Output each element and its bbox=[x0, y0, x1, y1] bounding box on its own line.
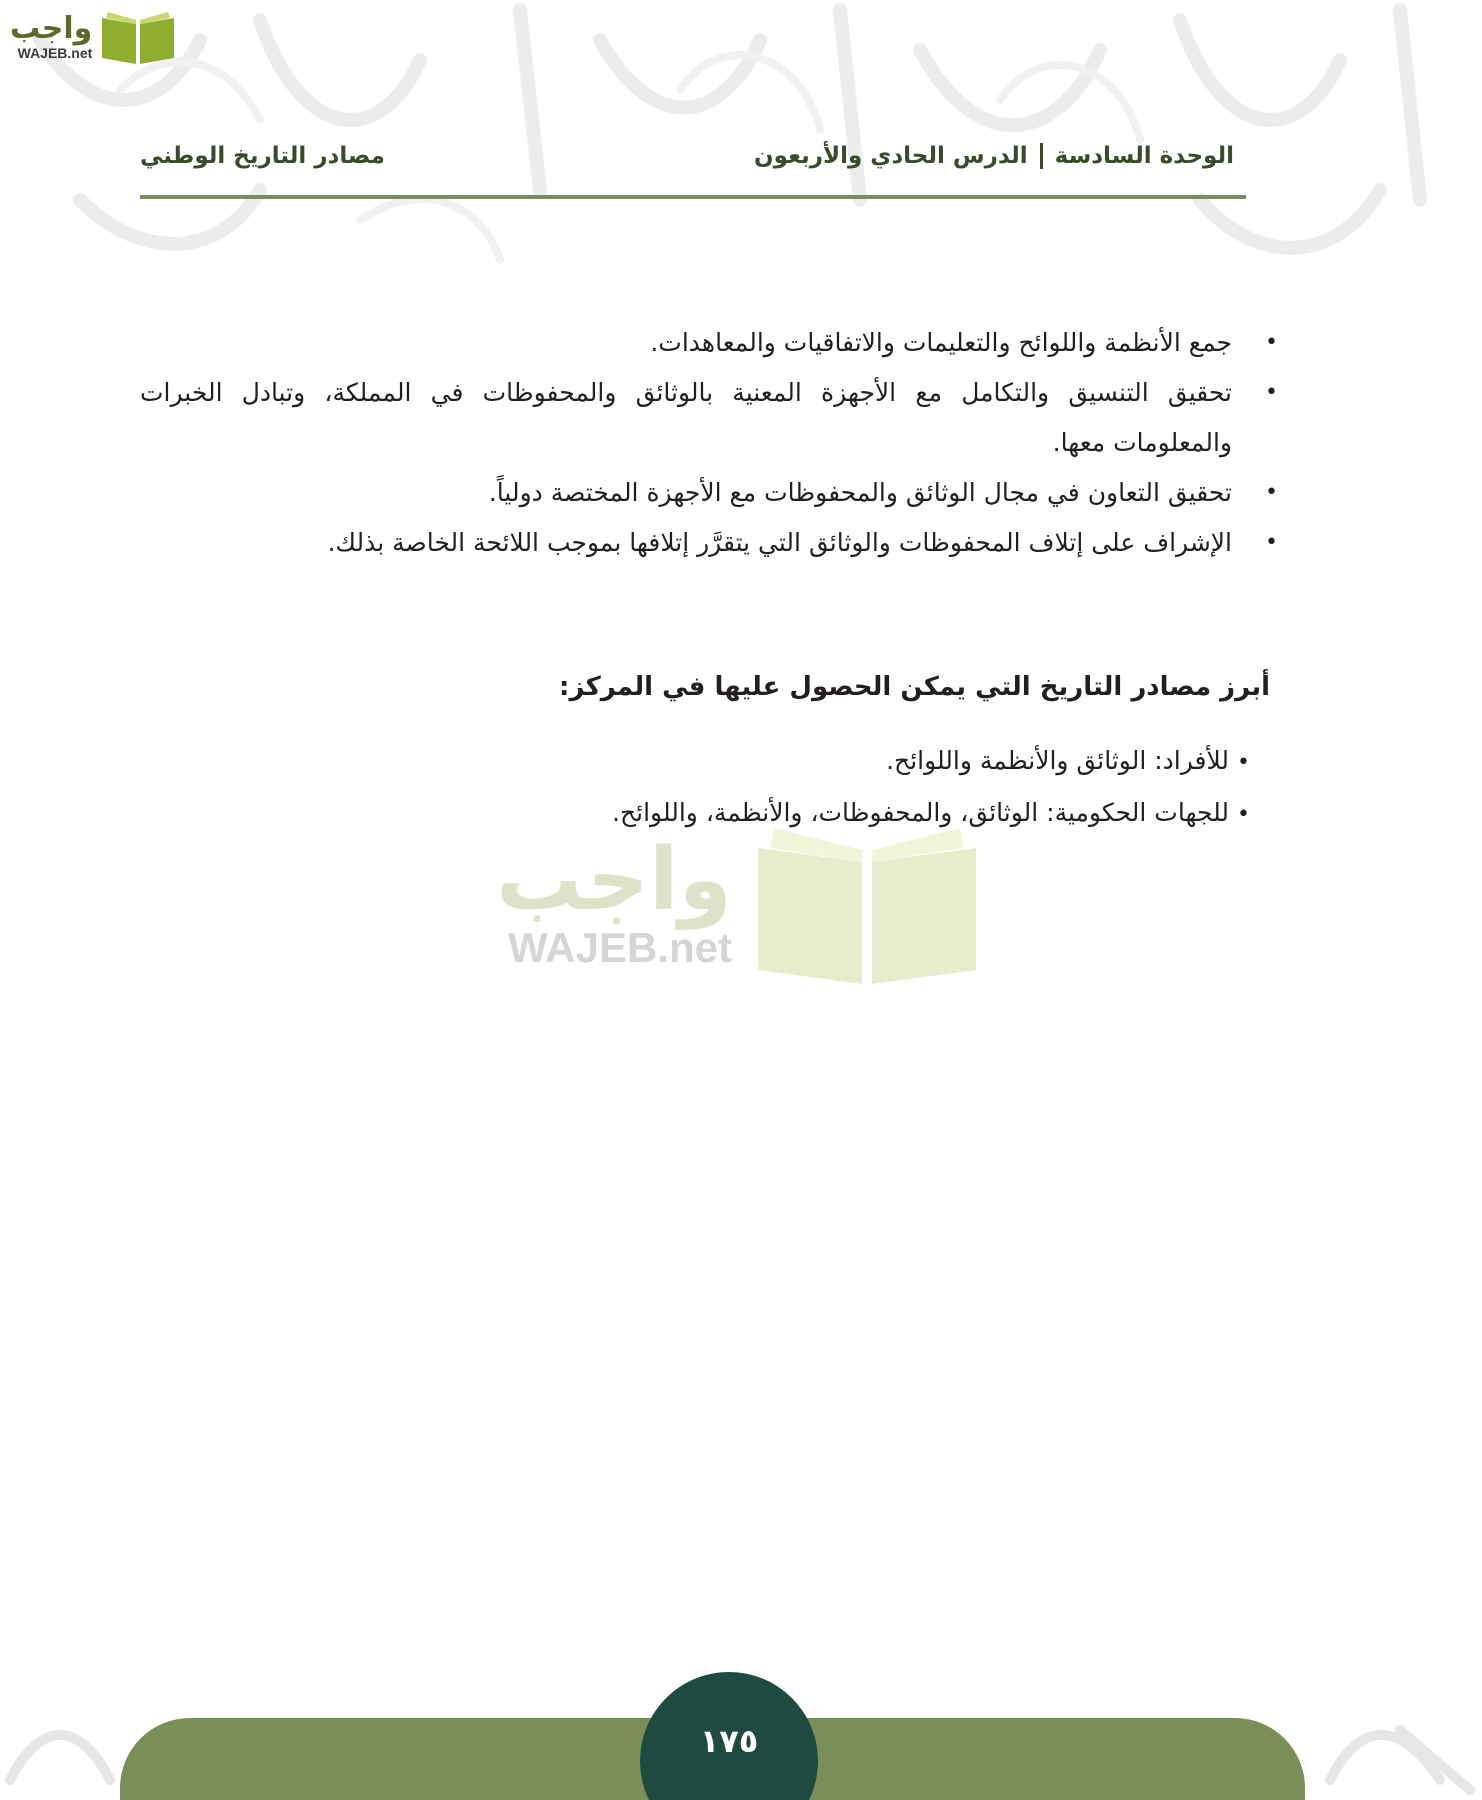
logo-arabic-text: واجب bbox=[10, 11, 93, 46]
bullet-icon: • bbox=[1265, 480, 1278, 505]
body-content bbox=[140, 318, 1278, 568]
list-item bbox=[140, 468, 1278, 518]
page-number-badge bbox=[640, 1672, 818, 1800]
duty-text: تحقيق التعاون في مجال الوثائق والمحفوظات مع الأجهزة المختصة دولياً. bbox=[488, 478, 1232, 507]
list-item bbox=[140, 368, 1278, 468]
header-divider bbox=[140, 195, 1246, 199]
topic-title: مصادر التاريخ الوطني bbox=[140, 143, 385, 169]
wajeb-logo[interactable] bbox=[10, 6, 190, 68]
open-book-icon bbox=[98, 8, 178, 66]
duty-text: تحقيق التنسيق والتكامل مع الأجهزة المعنية بالوثائق والمحفوظات في المملكة، وتبادل الخبرات والمعلومات معها. bbox=[140, 378, 1232, 457]
sources-heading: أبرز مصادر التاريخ التي يمكن الحصول عليها في المركز: bbox=[559, 672, 1270, 702]
watermark-latin-text: WAJEB.net bbox=[507, 924, 732, 971]
bullet-icon: • bbox=[1265, 380, 1278, 405]
bullet-icon: • bbox=[1237, 802, 1250, 827]
source-text: للجهات الحكومية: الوثائق، والمحفوظات، والأنظمة، واللوائح. bbox=[612, 798, 1230, 827]
unit-title: الوحدة السادسة bbox=[1054, 143, 1234, 169]
running-header bbox=[140, 136, 1246, 176]
open-book-icon bbox=[752, 818, 982, 988]
logo-latin-text: WAJEB.net bbox=[17, 45, 93, 61]
lesson-title: الدرس الحادي والأربعون bbox=[754, 143, 1028, 169]
duty-text: جمع الأنظمة واللوائح والتعليمات والاتفاقيات والمعاهدات. bbox=[650, 328, 1232, 357]
bullet-icon: • bbox=[1237, 750, 1250, 775]
list-item bbox=[140, 736, 1250, 788]
source-text: للأفراد: الوثائق والأنظمة واللوائح. bbox=[886, 746, 1230, 775]
watermark-arabic-text: واجب bbox=[496, 830, 732, 930]
wajeb-watermark bbox=[496, 818, 996, 988]
duty-text: الإشراف على إتلاف المحفوظات والوثائق التي يتقرَّر إتلافها بموجب اللائحة الخاصة بذلك. bbox=[327, 528, 1232, 557]
list-item bbox=[140, 318, 1278, 368]
page-number: ١٧٥ bbox=[699, 1722, 759, 1760]
list-item bbox=[140, 518, 1278, 568]
bullet-icon: • bbox=[1265, 530, 1278, 555]
unit-lesson-label bbox=[754, 143, 1234, 169]
header-separator bbox=[1040, 143, 1043, 169]
duties-list bbox=[140, 318, 1278, 568]
bullet-icon: • bbox=[1265, 330, 1278, 355]
